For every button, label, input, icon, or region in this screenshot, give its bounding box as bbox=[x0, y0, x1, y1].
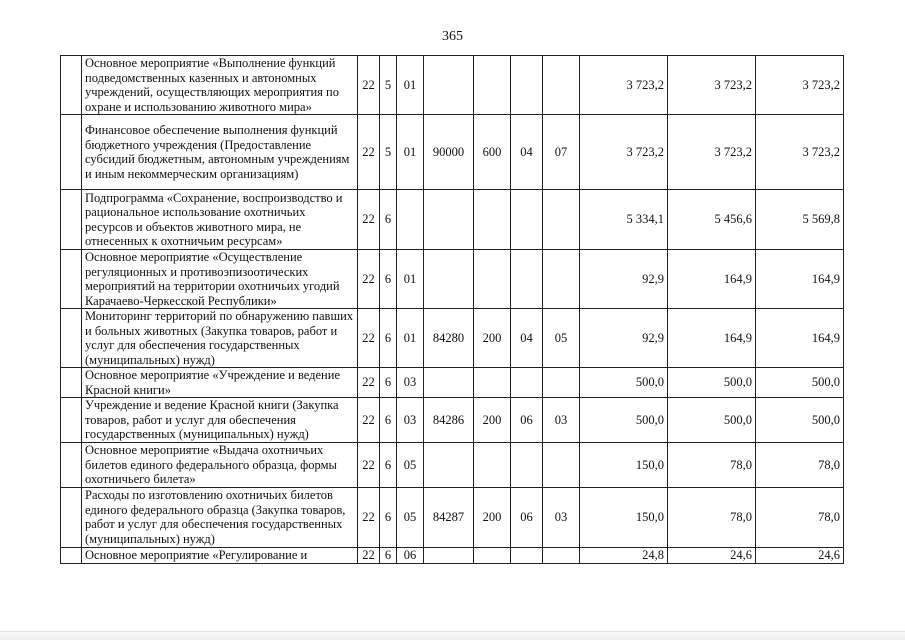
amount-year-1: 92,9 bbox=[580, 309, 668, 368]
expense-type-code: 200 bbox=[474, 398, 511, 443]
program-code: 22 bbox=[358, 368, 380, 398]
amount-year-1: 150,0 bbox=[580, 443, 668, 488]
activity-code: 01 bbox=[397, 309, 424, 368]
row-description: Учреждение и ведение Красной книги (Закупка товаров, работ и услуг для обеспечения государственных (муниципальных) нужд) bbox=[82, 398, 358, 443]
subprogram-code: 5 bbox=[380, 56, 397, 115]
table-row bbox=[61, 368, 844, 398]
program-code: 22 bbox=[358, 487, 380, 547]
direction-code: 84280 bbox=[424, 309, 474, 368]
section-code: 04 bbox=[511, 115, 543, 190]
blank-cell bbox=[61, 250, 82, 309]
subprogram-code: 6 bbox=[380, 398, 397, 443]
amount-year-2: 78,0 bbox=[668, 487, 756, 547]
subprogram-code: 6 bbox=[380, 250, 397, 309]
amount-year-3: 164,9 bbox=[756, 309, 844, 368]
blank-cell bbox=[61, 368, 82, 398]
blank-cell bbox=[61, 56, 82, 115]
amount-year-1: 92,9 bbox=[580, 250, 668, 309]
table-row bbox=[61, 190, 844, 250]
table-row bbox=[61, 115, 844, 190]
amount-year-2: 78,0 bbox=[668, 443, 756, 488]
subprogram-code: 6 bbox=[380, 487, 397, 547]
direction-code bbox=[424, 190, 474, 250]
section-code: 06 bbox=[511, 487, 543, 547]
section-code: 06 bbox=[511, 398, 543, 443]
direction-code bbox=[424, 250, 474, 309]
expense-type-code bbox=[474, 443, 511, 488]
subsection-code bbox=[543, 250, 580, 309]
section-code bbox=[511, 547, 543, 563]
row-description: Основное мероприятие «Осуществление регуляционных и противоэпизоотических мероприятий на территории охотничьих угодий Карачаево-Черкесской Республики» bbox=[82, 250, 358, 309]
amount-year-3: 78,0 bbox=[756, 487, 844, 547]
activity-code: 01 bbox=[397, 250, 424, 309]
table-row bbox=[61, 250, 844, 309]
section-code bbox=[511, 56, 543, 115]
table-row bbox=[61, 487, 844, 547]
direction-code bbox=[424, 368, 474, 398]
amount-year-1: 500,0 bbox=[580, 398, 668, 443]
program-code: 22 bbox=[358, 398, 380, 443]
amount-year-1: 24,8 bbox=[580, 547, 668, 563]
subsection-code: 07 bbox=[543, 115, 580, 190]
activity-code: 01 bbox=[397, 56, 424, 115]
amount-year-3: 5 569,8 bbox=[756, 190, 844, 250]
table-row bbox=[61, 443, 844, 488]
program-code: 22 bbox=[358, 309, 380, 368]
expense-type-code bbox=[474, 250, 511, 309]
direction-code bbox=[424, 56, 474, 115]
amount-year-3: 3 723,2 bbox=[756, 115, 844, 190]
amount-year-2: 164,9 bbox=[668, 309, 756, 368]
budget-table bbox=[60, 55, 844, 564]
table-row bbox=[61, 547, 844, 563]
row-description: Расходы по изготовлению охотничьих билетов единого федерального образца (Закупка товаров, работ и услуг для обеспечения государственных (муниципальных) нужд) bbox=[82, 487, 358, 547]
program-code: 22 bbox=[358, 443, 380, 488]
section-code bbox=[511, 443, 543, 488]
subsection-code bbox=[543, 190, 580, 250]
direction-code: 84287 bbox=[424, 487, 474, 547]
direction-code bbox=[424, 443, 474, 488]
activity-code: 05 bbox=[397, 443, 424, 488]
row-description: Финансовое обеспечение выполнения функций бюджетного учреждения (Предоставление субсидий бюджетным, автономным учреждениям и иным некоммерческим организациям) bbox=[82, 115, 358, 190]
expense-type-code bbox=[474, 547, 511, 563]
blank-cell bbox=[61, 443, 82, 488]
row-description: Мониторинг территорий по обнаружению павших и больных животных (Закупка товаров, работ и услуг для обеспечения государственных (муниципальных) нужд) bbox=[82, 309, 358, 368]
row-description: Основное мероприятие «Регулирование и bbox=[82, 547, 358, 563]
expense-type-code bbox=[474, 190, 511, 250]
table-row bbox=[61, 398, 844, 443]
row-description: Основное мероприятие «Выдача охотничьих билетов единого федерального образца, формы охотничьего билета» bbox=[82, 443, 358, 488]
activity-code: 05 bbox=[397, 487, 424, 547]
subsection-code bbox=[543, 547, 580, 563]
subsection-code: 05 bbox=[543, 309, 580, 368]
section-code bbox=[511, 368, 543, 398]
amount-year-3: 164,9 bbox=[756, 250, 844, 309]
activity-code: 01 bbox=[397, 115, 424, 190]
amount-year-2: 24,6 bbox=[668, 547, 756, 563]
subsection-code: 03 bbox=[543, 487, 580, 547]
blank-cell bbox=[61, 547, 82, 563]
subprogram-code: 6 bbox=[380, 547, 397, 563]
activity-code: 03 bbox=[397, 398, 424, 443]
blank-cell bbox=[61, 190, 82, 250]
amount-year-1: 150,0 bbox=[580, 487, 668, 547]
amount-year-2: 500,0 bbox=[668, 368, 756, 398]
blank-cell bbox=[61, 487, 82, 547]
direction-code: 84286 bbox=[424, 398, 474, 443]
amount-year-2: 3 723,2 bbox=[668, 56, 756, 115]
amount-year-3: 24,6 bbox=[756, 547, 844, 563]
page-number: 365 bbox=[442, 29, 463, 44]
subprogram-code: 6 bbox=[380, 190, 397, 250]
expense-type-code bbox=[474, 56, 511, 115]
amount-year-1: 3 723,2 bbox=[580, 56, 668, 115]
subprogram-code: 6 bbox=[380, 368, 397, 398]
table-row bbox=[61, 309, 844, 368]
activity-code bbox=[397, 190, 424, 250]
amount-year-2: 164,9 bbox=[668, 250, 756, 309]
section-code bbox=[511, 190, 543, 250]
expense-type-code bbox=[474, 368, 511, 398]
blank-cell bbox=[61, 309, 82, 368]
blank-cell bbox=[61, 115, 82, 190]
amount-year-1: 500,0 bbox=[580, 368, 668, 398]
amount-year-1: 3 723,2 bbox=[580, 115, 668, 190]
activity-code: 03 bbox=[397, 368, 424, 398]
expense-type-code: 200 bbox=[474, 309, 511, 368]
amount-year-3: 500,0 bbox=[756, 398, 844, 443]
direction-code: 90000 bbox=[424, 115, 474, 190]
amount-year-3: 78,0 bbox=[756, 443, 844, 488]
amount-year-3: 3 723,2 bbox=[756, 56, 844, 115]
subprogram-code: 6 bbox=[380, 443, 397, 488]
subsection-code bbox=[543, 56, 580, 115]
table-body bbox=[61, 56, 844, 564]
amount-year-2: 5 456,6 bbox=[668, 190, 756, 250]
subsection-code: 03 bbox=[543, 398, 580, 443]
subsection-code bbox=[543, 443, 580, 488]
amount-year-3: 500,0 bbox=[756, 368, 844, 398]
section-code bbox=[511, 250, 543, 309]
program-code: 22 bbox=[358, 56, 380, 115]
direction-code bbox=[424, 547, 474, 563]
section-code: 04 bbox=[511, 309, 543, 368]
subprogram-code: 5 bbox=[380, 115, 397, 190]
activity-code: 06 bbox=[397, 547, 424, 563]
program-code: 22 bbox=[358, 250, 380, 309]
expense-type-code: 200 bbox=[474, 487, 511, 547]
row-description: Подпрограмма «Сохранение, воспроизводство и рациональное использование охотничьих ресурсов и объектов животного мира, не отнесенных к охотничьим ресурсам» bbox=[82, 190, 358, 250]
expense-type-code: 600 bbox=[474, 115, 511, 190]
row-description: Основное мероприятие «Выполнение функций подведомственных казенных и автономных учреждений, осуществляющих мероприятия по охране и использованию животного мира» bbox=[82, 56, 358, 115]
subsection-code bbox=[543, 368, 580, 398]
amount-year-1: 5 334,1 bbox=[580, 190, 668, 250]
subprogram-code: 6 bbox=[380, 309, 397, 368]
program-code: 22 bbox=[358, 190, 380, 250]
program-code: 22 bbox=[358, 547, 380, 563]
amount-year-2: 3 723,2 bbox=[668, 115, 756, 190]
program-code: 22 bbox=[358, 115, 380, 190]
blank-cell bbox=[61, 398, 82, 443]
table-row bbox=[61, 56, 844, 115]
row-description: Основное мероприятие «Учреждение и ведение Красной книги» bbox=[82, 368, 358, 398]
amount-year-2: 500,0 bbox=[668, 398, 756, 443]
